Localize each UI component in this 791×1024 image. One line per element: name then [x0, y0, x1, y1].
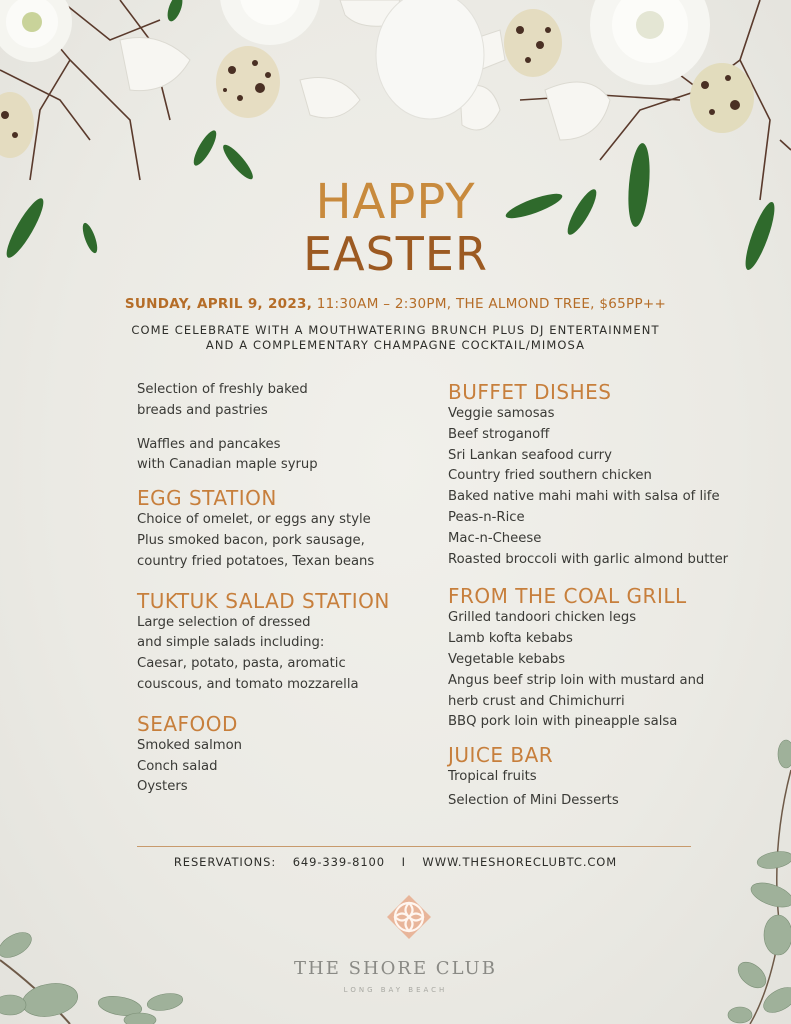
menu-item: Conch salad: [137, 758, 218, 774]
menu-item: Country fried southern chicken: [448, 468, 652, 484]
menu-item: Lamb kofta kebabs: [448, 631, 573, 647]
section-heading-coal-grill: FROM THE COAL GRILL: [448, 584, 687, 609]
separator: I: [401, 855, 406, 869]
menu-item: Plus smoked bacon, pork sausage,: [137, 532, 365, 548]
event-date: SUNDAY, APRIL 9, 2023,: [124, 296, 313, 312]
menu-item: Beef stroganoff: [448, 426, 550, 442]
reservations-label: RESERVATIONS:: [173, 855, 277, 869]
event-details: 11:30AM – 2:30PM, THE ALMOND TREE, $65PP++: [316, 296, 667, 312]
menu-item: Choice of omelet, or eggs any style: [137, 512, 371, 528]
menu-item: with Canadian maple syrup: [137, 457, 318, 473]
title-easter: EASTER: [303, 227, 488, 281]
menu-item: and simple salads including:: [137, 635, 325, 651]
section-heading-juice-bar: JUICE BAR: [448, 743, 554, 768]
menu-item: Large selection of dressed: [137, 614, 311, 630]
menu-item: Peas-n-Rice: [448, 509, 525, 525]
menu-item: Sri Lankan seafood curry: [448, 447, 612, 463]
reservations-phone[interactable]: 649-339-8100: [292, 855, 385, 869]
section-heading-salad-station: TUKTUK SALAD STATION: [137, 588, 390, 613]
menu-item: couscous, and tomato mozzarella: [137, 676, 359, 692]
menu-item: Baked native mahi mahi with salsa of life: [448, 489, 720, 505]
menu-item: Caesar, potato, pasta, aromatic: [137, 656, 346, 672]
menu-item: Selection of freshly baked: [137, 382, 308, 397]
menu-item: herb crust and Chimichurri: [448, 693, 625, 709]
menu-item: Roasted broccoli with garlic almond butter: [448, 551, 729, 567]
menu-item-desserts: Selection of Mini Desserts: [448, 792, 619, 808]
section-heading-buffet: BUFFET DISHES: [448, 380, 612, 404]
menu-item: Vegetable kebabs: [448, 651, 566, 667]
menu-item: Mac-n-Cheese: [448, 530, 542, 546]
event-description-line1: COME CELEBRATE WITH A MOUTHWATERING BRUNCH PLUS DJ ENTERTAINMENT: [131, 323, 660, 337]
menu-item: country fried potatoes, Texan beans: [137, 553, 375, 569]
menu-item: Veggie samosas: [448, 406, 555, 421]
reservations-line: [0, 855, 791, 869]
menu-item: Angus beef strip loin with mustard and: [448, 672, 705, 688]
brand-name: THE SHORE CLUB: [294, 958, 497, 979]
website-link[interactable]: WWW.THESHORECLUBTC.COM: [422, 855, 618, 869]
menu-item: BBQ pork loin with pineapple salsa: [448, 714, 678, 730]
shore-club-logo-icon: [384, 892, 434, 942]
event-description-line2: AND A COMPLEMENTARY CHAMPAGNE COCKTAIL/MIMOSA: [205, 338, 586, 352]
footer-divider: [137, 846, 691, 847]
menu-left-column: [137, 380, 427, 798]
menu-item: Smoked salmon: [137, 737, 243, 753]
menu-item: breads and pastries: [137, 402, 268, 418]
event-dateline: [0, 296, 791, 312]
menu-item: Waffles and pancakes: [137, 436, 281, 452]
section-heading-seafood: SEAFOOD: [137, 711, 238, 736]
menu-item: Grilled tandoori chicken legs: [448, 610, 637, 626]
brand-tagline: LONG BAY BEACH: [343, 986, 448, 994]
menu-right-column: [448, 380, 768, 812]
section-heading-egg-station: EGG STATION: [137, 486, 277, 511]
menu-item: Oysters: [137, 779, 188, 795]
title-happy: HAPPY: [315, 174, 476, 230]
menu-item: Tropical fruits: [448, 769, 537, 785]
